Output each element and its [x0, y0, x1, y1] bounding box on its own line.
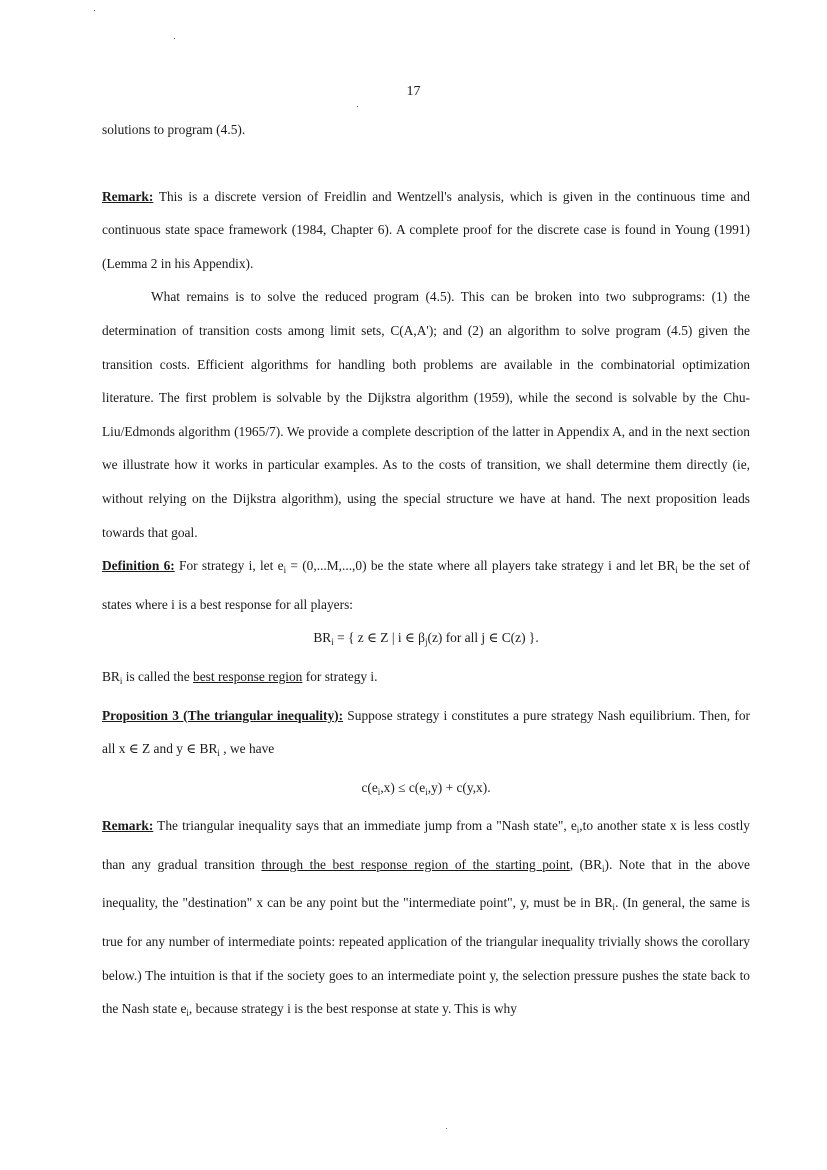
best-response-paragraph [102, 660, 750, 699]
remark-text: , (BR [569, 856, 602, 872]
equation-triangular [102, 771, 750, 810]
subscript: i [675, 565, 678, 576]
proposition-text: Suppose strategy i constitutes a pure strategy Nash equilibrium. Then, for all x ∈ Z and y ∈ BR [102, 707, 750, 757]
body-paragraph: What remains is to solve the reduced program (4.5). This can be broken into two subprograms: (1) the determination of transition costs among limit sets, C(A,A'); and (2) an algorithm to solve program (4.5) given the transition costs. Efficient algorithms for handling both problems are available in the combinatorial optimization literature. The first problem is solvable by the Dijkstra algorithm (1959), while the second is solvable by the Chu-Liu/Edmonds algorithm (1965/7). We provide a complete description of the latter in Appendix A, and in the next section we illustrate how it works in particular examples. As to the costs of transition, we shall determine them directly (ie, without relying on the Dijkstra algorithm), using the special structure we have at hand. The next proposition leads towards that goal. [102, 289, 750, 540]
body-text: for strategy i. [302, 668, 378, 684]
remark-text: ,to another state x is less costly than any gradual transition [102, 818, 750, 872]
subscript: i [602, 863, 605, 874]
equation-text: ,x) ≤ c(e [380, 779, 426, 795]
subscript: i [217, 748, 220, 759]
subscript: i [377, 786, 381, 797]
underlined-term: best response region [193, 668, 303, 684]
subscript: i [119, 675, 123, 686]
equation-text: BR [313, 630, 332, 646]
remark-text: , because strategy i is the best response at state y. This is why [188, 1001, 517, 1017]
proposition-text: , we have [219, 741, 275, 757]
remark-text: The triangular inequality says that an immediate jump from a "Nash state", e [153, 818, 577, 834]
definition-label: Definition 6: [102, 558, 175, 574]
subscript: i [283, 565, 287, 576]
subscript: j [425, 637, 428, 648]
equation-text: = { z ∈ Z | i ∈ β [333, 630, 425, 646]
subscript: i [612, 902, 616, 913]
subscript: i [576, 825, 580, 836]
remark-paragraph-2 [102, 809, 750, 1031]
equation-text: (z) for all j ∈ C(z) }. [427, 630, 539, 646]
definition-text: = (0,...M,...,0) be the state where all players take strategy i and let BR [286, 558, 676, 574]
scan-speck [446, 1128, 447, 1129]
equation-text: c(e [361, 779, 378, 795]
paragraph-gap [102, 147, 750, 180]
remark-paragraph [102, 180, 750, 281]
subscript: i [425, 786, 428, 797]
definition-text: For strategy i, let e [179, 558, 284, 574]
definition-paragraph [102, 549, 750, 621]
page-number: 17 [406, 84, 421, 99]
scan-speck [94, 10, 95, 11]
definition-text: be the set of states where i is a best response for all players: [102, 558, 751, 612]
remark-label: Remark: [102, 818, 154, 834]
proposition-paragraph [102, 699, 750, 771]
proposition-label: Proposition 3 (The triangular inequality): [102, 707, 344, 723]
remark-label: Remark: [102, 188, 154, 204]
equation-br-set [102, 621, 750, 660]
remark-text: This is a discrete version of Freidlin and Wentzell's analysis, which is given in the continuous time and continuous state space framework (1984, Chapter 6). A complete proof for the discrete case is found in Young (1991) (Lemma 2 in his Appendix). [102, 188, 750, 271]
subscript: i [186, 1008, 189, 1019]
paragraph-continuation: solutions to program (4.5). [102, 122, 246, 137]
remark-text: . (In general, the same is true for any number of intermediate points: repeated application of the triangular inequality trivially shows the corollary below.) The intuition is that if the society goes to an intermediate point y, the selection pressure pushes the state back to the Nash state e [102, 895, 750, 1017]
equation-text: ,y) + c(y,x). [427, 779, 491, 795]
remark-text: ). Note that in the above inequality, the "destination" x can be any point but the "intermediate point", y, must be in BR [102, 856, 750, 911]
page-body [102, 113, 750, 1031]
underlined-phrase: through the best response region of the starting point [261, 856, 570, 872]
body-text: BR [102, 668, 120, 684]
subscript: i [331, 637, 334, 648]
scan-speck [174, 38, 175, 39]
body-text: is called the [122, 668, 194, 684]
scan-speck [357, 106, 358, 107]
